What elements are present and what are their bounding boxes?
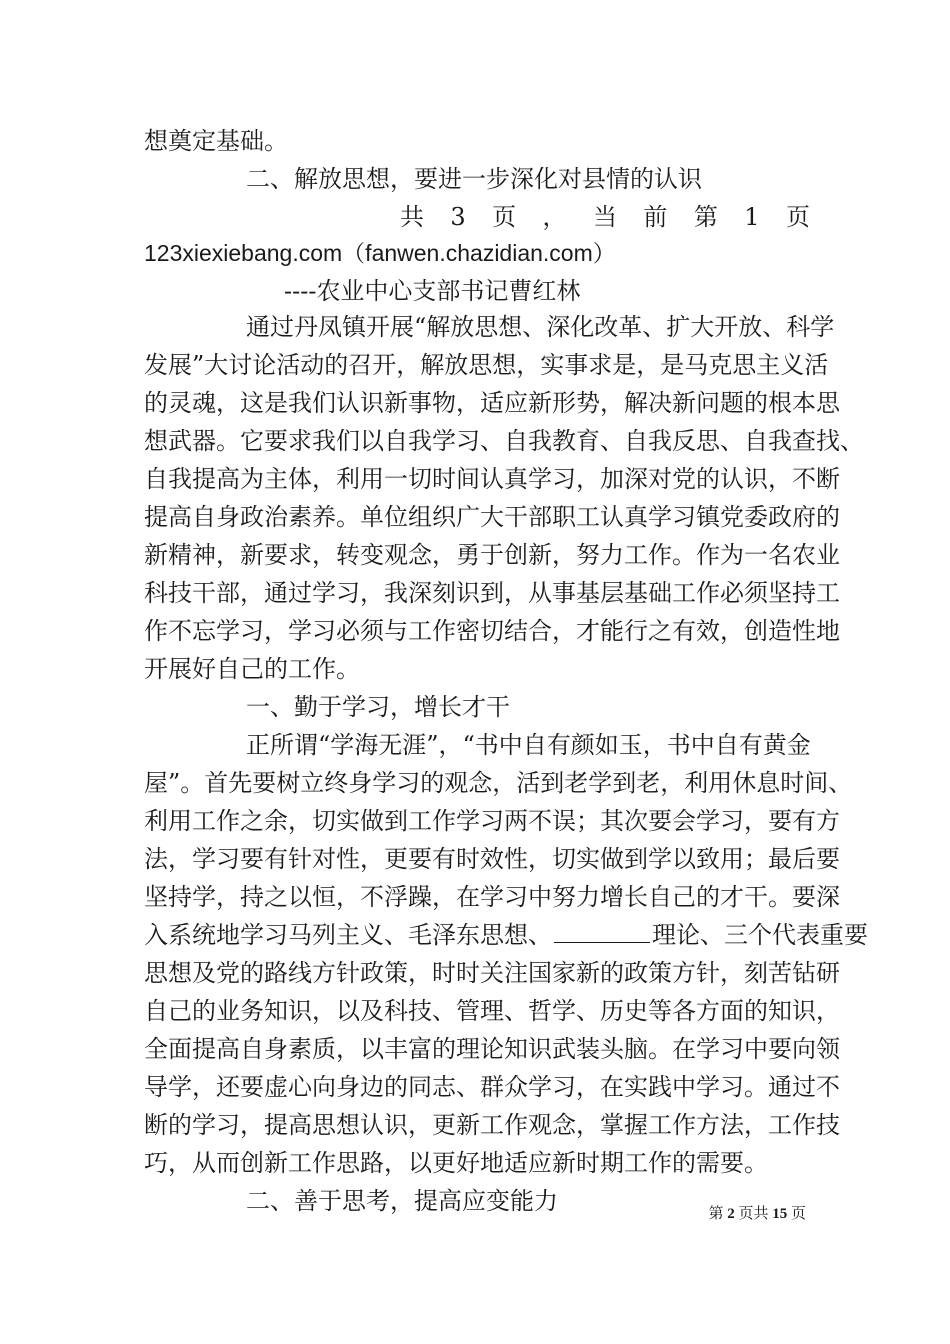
paragraph-text: 入系统地学习马列主义、毛泽东思想、 bbox=[144, 921, 552, 949]
page-footer bbox=[708, 1204, 806, 1224]
footer-text: 页 bbox=[790, 1206, 806, 1222]
paragraph-line: 正所谓“学海无涯”，“书中自有颜如玉，书中自有黄金 bbox=[246, 731, 811, 759]
section-heading: 二、解放思想，要进一步深化对县情的认识 bbox=[246, 165, 702, 193]
source-url-line: 123xiexiebang.com（fanwen.chazidian.com） bbox=[144, 240, 616, 266]
paragraph-line: 全面提高自身素质，以丰富的理论知识武装头脑。在学习中要向领 bbox=[144, 1035, 840, 1063]
text-line: 想奠定基础。 bbox=[144, 127, 288, 155]
page-info-char: 1 bbox=[744, 203, 760, 231]
paragraph-line: 坚持学，持之以恒，不浮躁，在学习中努力增长自己的才干。要深 bbox=[144, 883, 840, 911]
paragraph-line bbox=[144, 916, 868, 954]
paragraph-line: 利用工作之余，切实做到工作学习两不误；其次要会学习，要有方 bbox=[144, 807, 840, 835]
page-info-char: ， bbox=[542, 203, 567, 231]
paragraph-line: 巧，从而创新工作思路，以更好地适应新时期工作的需要。 bbox=[144, 1149, 768, 1177]
fill-in-blank bbox=[554, 920, 650, 943]
page-info-char: 前 bbox=[643, 203, 668, 231]
page-info-char: 页 bbox=[492, 203, 517, 231]
paragraph-line: 导学，还要虚心向身边的同志、群众学习，在实践中学习。通过不 bbox=[144, 1073, 840, 1101]
footer-text: 页共 bbox=[738, 1206, 769, 1222]
paragraph-line: 断的学习，提高思想认识，更新工作观念，掌握工作方法，工作技 bbox=[144, 1111, 840, 1139]
footer-total-pages: 15 bbox=[772, 1206, 788, 1222]
paragraph-line: 思想及党的路线方针政策，时时关注国家新的政策方针，刻苦钻研 bbox=[144, 959, 840, 987]
paragraph-line: 开展好自己的工作。 bbox=[144, 655, 360, 683]
paragraph-line: 想武器。它要求我们以自我学习、自我教育、自我反思、自我查找、 bbox=[144, 427, 864, 455]
page-info-char: 第 bbox=[693, 203, 718, 231]
paragraph-line: 自己的业务知识，以及科技、管理、哲学、历史等各方面的知识， bbox=[144, 997, 840, 1025]
section-heading: 一、勤于学习，增长才干 bbox=[246, 693, 510, 721]
paragraph-line: 法，学习要有针对性，更要有时效性，切实做到学以致用；最后要 bbox=[144, 845, 840, 873]
paragraph-line: 科技干部，通过学习，我深刻识到，从事基层基础工作必须坚持工 bbox=[144, 579, 840, 607]
paragraph-line: 新精神，新要求，转变观念，勇于创新，努力工作。作为一名农业 bbox=[144, 541, 840, 569]
author-line: ----农业中心支部书记曹红林 bbox=[284, 277, 581, 305]
page-info-char: 当 bbox=[592, 203, 617, 231]
paragraph-line: 提高自身政治素养。单位组织广大干部职工认真学习镇党委政府的 bbox=[144, 503, 840, 531]
page-info-char: 页 bbox=[785, 203, 810, 231]
paragraph-line: 自我提高为主体，利用一切时间认真学习，加深对党的认识，不断 bbox=[144, 465, 840, 493]
paragraph-line: 的灵魂，这是我们认识新事物，适应新形势，解决新问题的根本思 bbox=[144, 389, 840, 417]
paragraph-text: 理论、三个代表重要 bbox=[652, 921, 868, 949]
page-info-char: 共 bbox=[400, 203, 424, 231]
page-info-line bbox=[400, 198, 810, 236]
paragraph-line: 屋”。首先要树立终身学习的观念，活到老学到老，利用休息时间、 bbox=[144, 769, 853, 797]
paragraph-line: 作不忘学习，学习必须与工作密切结合，才能行之有效，创造性地 bbox=[144, 617, 840, 645]
footer-text: 第 bbox=[708, 1206, 724, 1222]
page-info-char: 3 bbox=[450, 203, 466, 231]
paragraph-line: 发展”大讨论活动的召开，解放思想，实事求是，是马克思主义活 bbox=[144, 351, 829, 379]
section-heading: 二、善于思考，提高应变能力 bbox=[246, 1187, 558, 1215]
paragraph-line: 通过丹凤镇开展“解放思想、深化改革、扩大开放、科学 bbox=[246, 313, 835, 341]
footer-current-page: 2 bbox=[727, 1206, 735, 1222]
